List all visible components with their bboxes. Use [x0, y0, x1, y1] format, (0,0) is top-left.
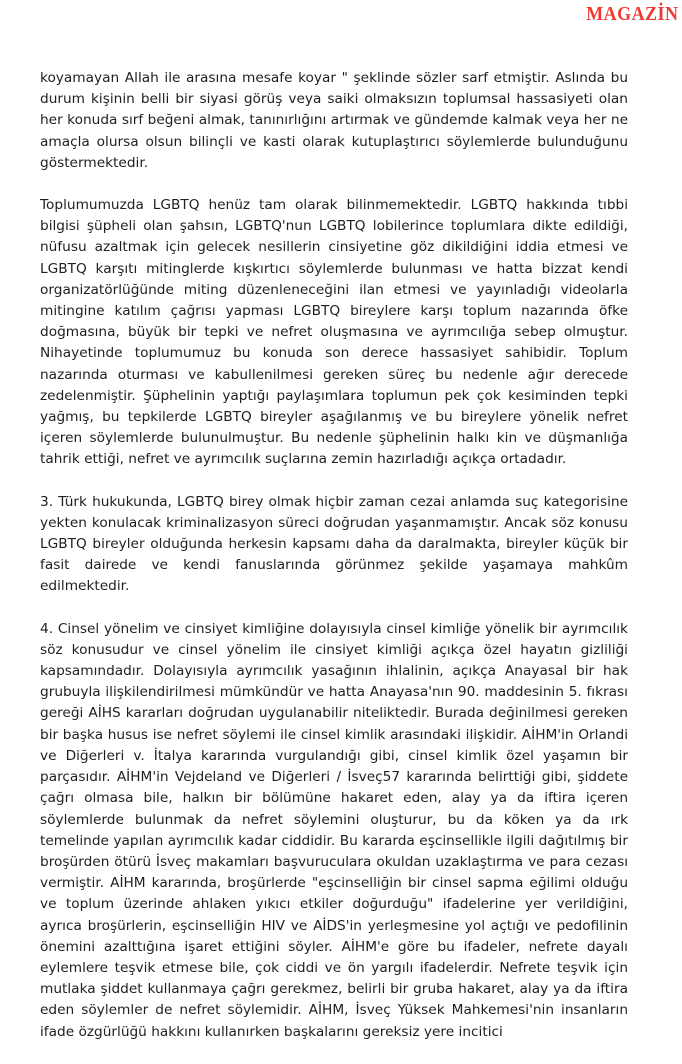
magazin-watermark: MAGAZİN [585, 3, 678, 25]
paragraph-3-turkish-law: 3. Türk hukukunda, LGBTQ birey olmak hiçbir zaman cezai anlamda suç kategorisine yekten konulacak kriminalizasyon süreci doğrudan yaşanmamıştır. Ancak söz konusu LGBTQ bireyler olduğunda herkesin kapsamı daha da daralmakta, bireyler küçük bir fasit dairede ve kendi fanuslarında görünmez şekilde yaşamaya mahkûm edilmektedir. [40, 493, 628, 595]
paragraph-intro-continuation: koyamayan Allah ile arasına mesafe koyar " şeklinde sözler sarf etmiştir. Aslında bu durum kişinin belli bir siyasi görüş veya saiki olmaksızın toplumsal hassasiyeti olan her konuda sırf beğeni almak, tanınırlığını artırmak ve gündemde kalmak veya her ne amaçla olursa olsun bilinçli ve kasti olarak kutuplaştırıcı söylemlerde bulunduğunu göstermektedir. [40, 70, 628, 171]
paragraph-4-sexual-orientation: 4. Cinsel yönelim ve cinsiyet kimliğine dolayısıyla cinsel kimliğe yönelik bir ayrımcılık söz konusudur ve cinsel yönelim ile cinsiyet kimliği açıkça özel hayatın gizliliği kapsamındadır. Dolayısıyla ayrımcılık yasağının ihlalinin, açıkça Anayasal bir hak grubuyla ilişkilendirilmesi mümkündür ve hatta Anayasa'nın 90. maddesinin 5. fıkrası gereği AİHS kararları doğrudan uygulanabilir niteliktedir. Burada değinilmesi gereken bir başka husus ise nefret söylemi ile cinsel kimlik arasındaki ilişkidir. AİHM'in Orlandi ve Diğerleri v. İtalya kararında vurgulandığı gibi, cinsel kimlik özel yaşamın bir parçasıdır. AİHM'in Vejdeland ve Diğerleri / İsveç57 kararında belirttiği gibi, şiddete çağrı olmasa bile, halkın bir bölümüne hakaret eden, alay ya da iftira içeren söylemlerde bulunmak da nefret söylemini oluşturur, bu da köken ya da ırk temelinde yapılan ayrımcılık kadar ciddidir. Bu kararda eşcinsellikle ilgili dağıtılmış bir broşürden ötürü İsveç makamları başvuruculara okuldan uzaklaştırma ve para cezası vermiştir. AİHM kararında, broşürlerde "eşcinselliğin bir cinsel sapma eğilimi olduğu ve toplum üzerinde ahlaken yıkıcı etkiler doğurduğu" ifadelerine yer verildiğini, ayrıca broşürlerin, eşcinselliğin HIV ve AİDS'in yerleşmesine yol açtığı ve pedofilinin önemini azalttığına işaret ettiğini söyler. AİHM'e göre bu ifadeler, nefrete dayalı eylemlere teşvik etmese bile, çok ciddi ve ön yargılı ifadelerdir. Nefrete teşvik için mutlaka şiddet kullanmaya çağrı gerekmez, belirli bir gruba hakaret, alay ya da iftira eden söylemler de nefret söylemidir. AİHM, İsveç Yüksek Mahkemesi'nin insanların ifade özgürlüğü hakkını kullanırken başkalarını gereksiz yere incitici [40, 620, 628, 1040]
document-body [40, 68, 628, 1064]
paragraph-lgbtq-society: Toplumumuzda LGBTQ henüz tam olarak bilinmemektedir. LGBTQ hakkında tıbbi bilgisi şüpheli olan şahsın, LGBTQ'nun LGBTQ lobilerince toplumlara dikte edildiği, nüfusu azaltmak için gelecek nesillerin cinsiyetine göz dikildiğini iddia etmesi ve LGBTQ karşıtı mitinglerde kışkırtıcı söylemlerde bulunması ve hatta bizzat kendi organizatörlüğünde miting düzenleneceğini ilan etmesi ve yayınladığı videolarla mitingine katılım çağrısı yapması LGBTQ bireylere karşı toplum nazarında öfke doğmasına, büyük bir tepki ve nefret oluşmasına ve ayrımcılığa sebep olmuştur. Nihayetinde toplumumuz bu konuda son derece hassasiyet sahibidir. Toplum nazarında oturması ve kabullenilmesi gereken süreç bu nedenle ağır derecede zedelenmiştir. Şüphelinin yaptığı paylaşımlara toplumun pek çok kesiminden tepki yağmış, bu tepkilerde LGBTQ bireyler aşağılanmış ve bu bireylere yönelik nefret içeren söylemlerde bulunulmuştur. Bu nedenle şüphelinin halkı kin ve düşmanlığa tahrik ettiği, nefret ve ayrımcılık suçlarına zemin hazırladığı açıkça ortadadır. [40, 197, 628, 468]
